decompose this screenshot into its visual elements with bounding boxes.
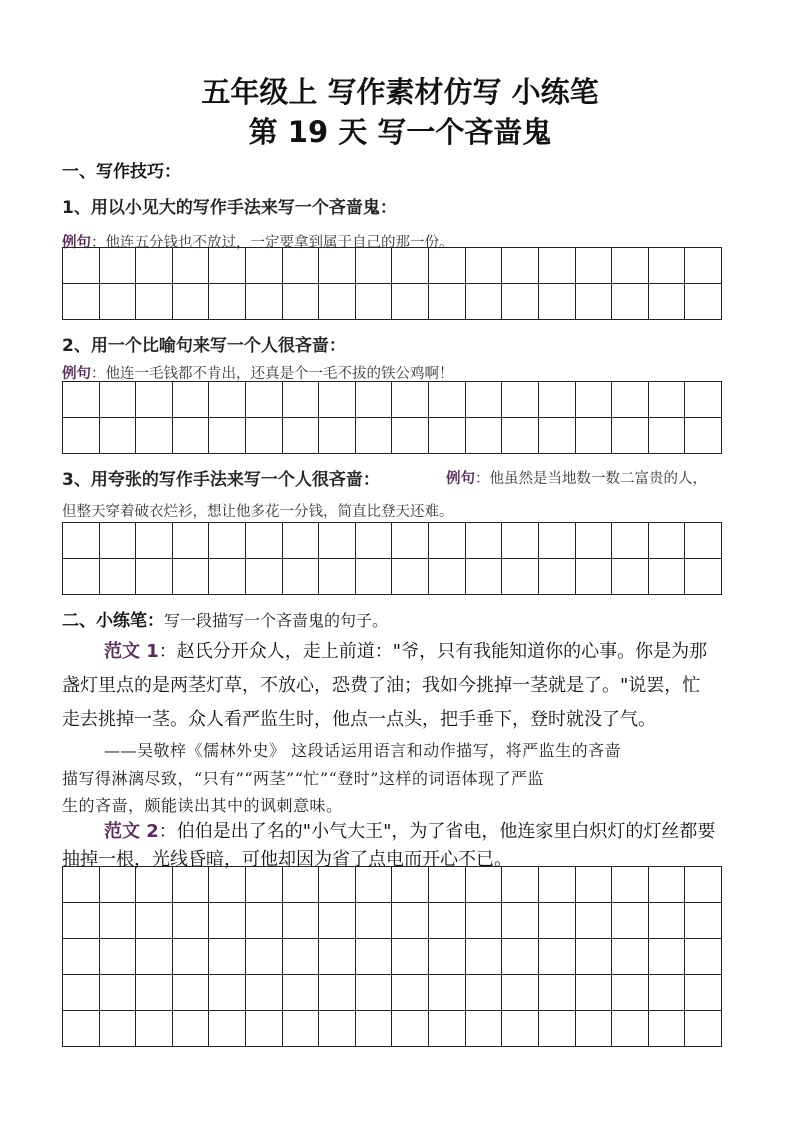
grid-cell[interactable] xyxy=(282,1011,319,1047)
grid-cell[interactable] xyxy=(538,1011,575,1047)
writing-grid-3[interactable] xyxy=(62,522,722,595)
grid-cell[interactable] xyxy=(392,975,429,1011)
grid-cell[interactable] xyxy=(209,903,246,939)
grid-cell[interactable] xyxy=(429,523,466,559)
item3-heading: 3、用夸张的写作手法来写一个人很吝啬： xyxy=(62,470,380,490)
grid-cell[interactable] xyxy=(502,975,539,1011)
grid-cell[interactable] xyxy=(99,559,136,595)
grid-cell[interactable] xyxy=(172,382,209,418)
example-text: ：他连一毛钱都不肯出，还真是个一毛不拔的铁公鸡啊！ xyxy=(91,366,454,382)
grid-cell[interactable] xyxy=(392,248,429,284)
grid-cell[interactable] xyxy=(685,903,722,939)
grid-cell[interactable] xyxy=(99,903,136,939)
grid-cell[interactable] xyxy=(429,975,466,1011)
page-title: 五年级上 写作素材仿写 小练笔 xyxy=(201,75,599,109)
grid-cell[interactable] xyxy=(392,903,429,939)
grid-cell[interactable] xyxy=(172,1011,209,1047)
grid-cell[interactable] xyxy=(575,284,612,320)
writing-grid-4[interactable] xyxy=(62,866,722,1047)
example-label: 例句 xyxy=(62,235,91,251)
grid-cell[interactable] xyxy=(246,382,283,418)
grid-cell[interactable] xyxy=(172,284,209,320)
grid-cell[interactable] xyxy=(538,939,575,975)
grid-cell[interactable] xyxy=(246,1011,283,1047)
grid-cell[interactable] xyxy=(355,939,392,975)
grid-cell[interactable] xyxy=(136,903,173,939)
grid-cell[interactable] xyxy=(319,867,356,903)
grid-cell[interactable] xyxy=(99,382,136,418)
grid-cell[interactable] xyxy=(612,523,649,559)
sample1-line3: 走去挑掉一茎。众人看严监生时，他点一点头，把手垂下，登时就没了气。 xyxy=(62,709,656,730)
grid-row xyxy=(63,903,722,939)
grid-cell[interactable] xyxy=(685,939,722,975)
grid-row xyxy=(63,382,722,418)
grid-cell[interactable] xyxy=(99,418,136,454)
grid-cell[interactable] xyxy=(392,382,429,418)
grid-cell[interactable] xyxy=(538,867,575,903)
grid-cell[interactable] xyxy=(575,975,612,1011)
grid-cell[interactable] xyxy=(355,559,392,595)
grid-cell[interactable] xyxy=(685,559,722,595)
grid-cell[interactable] xyxy=(538,523,575,559)
section2-task: 写一段描写一个吝啬鬼的句子。 xyxy=(164,611,389,630)
grid-cell[interactable] xyxy=(648,939,685,975)
grid-cell[interactable] xyxy=(429,559,466,595)
grid-cell[interactable] xyxy=(319,903,356,939)
grid-cell[interactable] xyxy=(63,284,100,320)
grid-cell[interactable] xyxy=(575,559,612,595)
grid-cell[interactable] xyxy=(136,284,173,320)
grid-cell[interactable] xyxy=(612,867,649,903)
grid-cell[interactable] xyxy=(465,418,502,454)
grid-cell[interactable] xyxy=(355,284,392,320)
grid-cell[interactable] xyxy=(136,382,173,418)
grid-cell[interactable] xyxy=(648,418,685,454)
grid-cell[interactable] xyxy=(465,284,502,320)
grid-cell[interactable] xyxy=(136,975,173,1011)
grid-cell[interactable] xyxy=(209,867,246,903)
grid-cell[interactable] xyxy=(502,418,539,454)
grid-cell[interactable] xyxy=(282,523,319,559)
grid-cell[interactable] xyxy=(136,418,173,454)
grid-cell[interactable] xyxy=(355,382,392,418)
grid-cell[interactable] xyxy=(355,1011,392,1047)
grid-cell[interactable] xyxy=(575,248,612,284)
grid-cell[interactable] xyxy=(502,284,539,320)
grid-cell[interactable] xyxy=(355,867,392,903)
grid-cell[interactable] xyxy=(355,523,392,559)
grid-cell[interactable] xyxy=(282,939,319,975)
grid-cell[interactable] xyxy=(99,867,136,903)
grid-cell[interactable] xyxy=(575,903,612,939)
section2-heading-line xyxy=(62,606,388,631)
grid-cell[interactable] xyxy=(612,382,649,418)
grid-cell[interactable] xyxy=(612,248,649,284)
grid-cell[interactable] xyxy=(282,418,319,454)
grid-cell[interactable] xyxy=(502,248,539,284)
grid-cell[interactable] xyxy=(63,248,100,284)
grid-cell[interactable] xyxy=(355,418,392,454)
grid-cell[interactable] xyxy=(99,939,136,975)
grid-cell[interactable] xyxy=(209,1011,246,1047)
example-text: ：他虽然是当地数一数二富贵的人， xyxy=(475,471,707,487)
grid-cell[interactable] xyxy=(282,867,319,903)
grid-cell[interactable] xyxy=(612,1011,649,1047)
example-label: 例句 xyxy=(62,366,91,382)
grid-cell[interactable] xyxy=(246,939,283,975)
grid-cell[interactable] xyxy=(429,1011,466,1047)
grid-cell[interactable] xyxy=(282,903,319,939)
grid-cell[interactable] xyxy=(648,903,685,939)
grid-cell[interactable] xyxy=(319,975,356,1011)
section1-heading: 一、写作技巧： xyxy=(62,162,181,182)
grid-cell[interactable] xyxy=(282,382,319,418)
grid-cell[interactable] xyxy=(209,975,246,1011)
grid-row xyxy=(63,975,722,1011)
grid-cell[interactable] xyxy=(209,418,246,454)
grid-cell[interactable] xyxy=(172,867,209,903)
grid-row xyxy=(63,523,722,559)
example-text: ：他连五分钱也不放过，一定要拿到属于自己的那一份。 xyxy=(91,235,454,251)
grid-cell[interactable] xyxy=(209,284,246,320)
grid-cell[interactable] xyxy=(209,523,246,559)
grid-cell[interactable] xyxy=(538,248,575,284)
grid-cell[interactable] xyxy=(538,975,575,1011)
grid-cell[interactable] xyxy=(63,975,100,1011)
grid-cell[interactable] xyxy=(685,975,722,1011)
item2-example xyxy=(62,362,454,383)
grid-cell[interactable] xyxy=(246,248,283,284)
grid-cell[interactable] xyxy=(612,975,649,1011)
grid-cell[interactable] xyxy=(538,284,575,320)
writing-grid-1[interactable] xyxy=(62,247,722,320)
grid-cell[interactable] xyxy=(355,248,392,284)
grid-cell[interactable] xyxy=(136,559,173,595)
grid-cell[interactable] xyxy=(172,559,209,595)
grid-cell[interactable] xyxy=(282,248,319,284)
grid-cell[interactable] xyxy=(172,939,209,975)
grid-cell[interactable] xyxy=(319,418,356,454)
grid-cell[interactable] xyxy=(63,382,100,418)
grid-cell[interactable] xyxy=(63,559,100,595)
grid-cell[interactable] xyxy=(63,939,100,975)
grid-cell[interactable] xyxy=(246,975,283,1011)
item2-heading: 2、用一个比喻句来写一个人很吝啬： xyxy=(62,336,346,356)
grid-cell[interactable] xyxy=(99,248,136,284)
sample1-comment2: 描写得淋漓尽致，“只有”“两茎”“忙”“登时”这样的词语体现了严监 xyxy=(62,769,544,788)
grid-cell[interactable] xyxy=(648,1011,685,1047)
grid-cell[interactable] xyxy=(538,559,575,595)
grid-cell[interactable] xyxy=(319,939,356,975)
grid-cell[interactable] xyxy=(99,523,136,559)
grid-cell[interactable] xyxy=(99,284,136,320)
grid-cell[interactable] xyxy=(392,523,429,559)
sample1-text: ：赵氏分开众人，走上前道："爷，只有我能知道你的心事。你是为那 xyxy=(158,641,708,662)
item3-example-cont: 但整天穿着破衣烂衫，想让他多花一分钱，简直比登天还难。 xyxy=(62,504,454,520)
grid-cell[interactable] xyxy=(502,867,539,903)
grid-cell[interactable] xyxy=(63,903,100,939)
grid-cell[interactable] xyxy=(575,1011,612,1047)
grid-cell[interactable] xyxy=(685,867,722,903)
grid-cell[interactable] xyxy=(465,939,502,975)
grid-cell[interactable] xyxy=(63,418,100,454)
grid-cell[interactable] xyxy=(319,248,356,284)
grid-cell[interactable] xyxy=(465,559,502,595)
example-label: 例句 xyxy=(446,471,475,487)
grid-cell[interactable] xyxy=(246,418,283,454)
item1-heading: 1、用以小见大的写作手法来写一个吝啬鬼： xyxy=(62,198,397,218)
grid-cell[interactable] xyxy=(685,418,722,454)
grid-cell[interactable] xyxy=(429,418,466,454)
grid-cell[interactable] xyxy=(612,903,649,939)
grid-cell[interactable] xyxy=(246,523,283,559)
grid-cell[interactable] xyxy=(465,382,502,418)
grid-cell[interactable] xyxy=(685,523,722,559)
grid-cell[interactable] xyxy=(172,975,209,1011)
page-subtitle: 第 19 天 写一个吝啬鬼 xyxy=(248,115,552,149)
item3-example xyxy=(446,467,707,488)
grid-cell[interactable] xyxy=(319,559,356,595)
grid-cell[interactable] xyxy=(392,867,429,903)
grid-cell[interactable] xyxy=(136,248,173,284)
grid-cell[interactable] xyxy=(538,382,575,418)
grid-cell[interactable] xyxy=(429,382,466,418)
grid-cell[interactable] xyxy=(392,1011,429,1047)
grid-cell[interactable] xyxy=(429,903,466,939)
grid-cell[interactable] xyxy=(246,903,283,939)
grid-cell[interactable] xyxy=(575,939,612,975)
grid-cell[interactable] xyxy=(648,559,685,595)
grid-cell[interactable] xyxy=(319,1011,356,1047)
grid-cell[interactable] xyxy=(282,975,319,1011)
grid-cell[interactable] xyxy=(502,559,539,595)
grid-cell[interactable] xyxy=(648,248,685,284)
sample2-label: 范文 2 xyxy=(104,821,159,842)
grid-cell[interactable] xyxy=(63,1011,100,1047)
grid-cell[interactable] xyxy=(136,523,173,559)
grid-cell[interactable] xyxy=(99,975,136,1011)
grid-cell[interactable] xyxy=(575,418,612,454)
writing-grid-2[interactable] xyxy=(62,381,722,454)
grid-cell[interactable] xyxy=(502,523,539,559)
grid-cell[interactable] xyxy=(209,939,246,975)
grid-cell[interactable] xyxy=(648,867,685,903)
grid-cell[interactable] xyxy=(538,903,575,939)
grid-cell[interactable] xyxy=(319,523,356,559)
grid-cell[interactable] xyxy=(246,559,283,595)
sample1-comment1: ——吴敬梓《儒林外史》 这段话运用语言和动作描写，将严监生的吝啬 xyxy=(104,741,622,760)
grid-cell[interactable] xyxy=(63,523,100,559)
grid-cell[interactable] xyxy=(429,867,466,903)
grid-cell[interactable] xyxy=(282,284,319,320)
grid-cell[interactable] xyxy=(355,903,392,939)
grid-row xyxy=(63,867,722,903)
grid-cell[interactable] xyxy=(465,867,502,903)
grid-cell[interactable] xyxy=(172,248,209,284)
grid-cell[interactable] xyxy=(172,903,209,939)
sample1-line2: 盏灯里点的是两茎灯草，不放心，恐费了油；我如今挑掉一茎就是了。"说罢，忙 xyxy=(62,675,701,696)
grid-cell[interactable] xyxy=(209,382,246,418)
grid-cell[interactable] xyxy=(465,523,502,559)
grid-row xyxy=(63,284,722,320)
grid-cell[interactable] xyxy=(648,523,685,559)
grid-cell[interactable] xyxy=(575,382,612,418)
grid-cell[interactable] xyxy=(172,523,209,559)
grid-cell[interactable] xyxy=(63,867,100,903)
grid-cell[interactable] xyxy=(392,418,429,454)
sample1-label: 范文 1 xyxy=(104,641,159,662)
grid-cell[interactable] xyxy=(209,248,246,284)
grid-cell[interactable] xyxy=(209,559,246,595)
grid-cell[interactable] xyxy=(502,903,539,939)
grid-cell[interactable] xyxy=(392,939,429,975)
grid-cell[interactable] xyxy=(685,382,722,418)
grid-cell[interactable] xyxy=(392,284,429,320)
grid-cell[interactable] xyxy=(612,939,649,975)
grid-cell[interactable] xyxy=(465,1011,502,1047)
grid-cell[interactable] xyxy=(648,284,685,320)
grid-cell[interactable] xyxy=(319,284,356,320)
grid-cell[interactable] xyxy=(392,559,429,595)
grid-cell[interactable] xyxy=(648,975,685,1011)
grid-cell[interactable] xyxy=(575,523,612,559)
grid-cell[interactable] xyxy=(685,284,722,320)
grid-cell[interactable] xyxy=(282,559,319,595)
grid-cell[interactable] xyxy=(612,559,649,595)
grid-cell[interactable] xyxy=(246,867,283,903)
grid-cell[interactable] xyxy=(502,939,539,975)
grid-cell[interactable] xyxy=(502,1011,539,1047)
grid-row xyxy=(63,559,722,595)
grid-row xyxy=(63,418,722,454)
grid-cell[interactable] xyxy=(136,1011,173,1047)
grid-cell[interactable] xyxy=(355,975,392,1011)
grid-cell[interactable] xyxy=(612,284,649,320)
grid-cell[interactable] xyxy=(429,939,466,975)
grid-cell[interactable] xyxy=(172,418,209,454)
grid-row xyxy=(63,248,722,284)
grid-cell[interactable] xyxy=(465,903,502,939)
sample1-comment3: 生的吝啬，颇能读出其中的讽刺意味。 xyxy=(62,796,343,815)
grid-cell[interactable] xyxy=(319,382,356,418)
grid-row xyxy=(63,1011,722,1047)
grid-cell[interactable] xyxy=(575,867,612,903)
grid-cell[interactable] xyxy=(538,418,575,454)
grid-cell[interactable] xyxy=(502,382,539,418)
grid-cell[interactable] xyxy=(429,284,466,320)
grid-cell[interactable] xyxy=(685,248,722,284)
sample2-line2: 抽掉一根，光线昏暗，可他却因为省了点电而开心不已。 xyxy=(62,849,512,870)
grid-cell[interactable] xyxy=(429,248,466,284)
grid-cell[interactable] xyxy=(246,284,283,320)
sample2-text: ：伯伯是出了名的"小气大王"，为了省电，他连家里白炽灯的灯丝都要 xyxy=(158,821,716,842)
grid-cell[interactable] xyxy=(612,418,649,454)
grid-cell[interactable] xyxy=(685,1011,722,1047)
grid-cell[interactable] xyxy=(465,248,502,284)
grid-cell[interactable] xyxy=(99,1011,136,1047)
grid-cell[interactable] xyxy=(648,382,685,418)
grid-cell[interactable] xyxy=(136,939,173,975)
grid-row xyxy=(63,939,722,975)
section2-heading: 二、小练笔： xyxy=(62,611,164,631)
grid-cell[interactable] xyxy=(136,867,173,903)
sample1-line1 xyxy=(104,636,707,668)
grid-cell[interactable] xyxy=(465,975,502,1011)
